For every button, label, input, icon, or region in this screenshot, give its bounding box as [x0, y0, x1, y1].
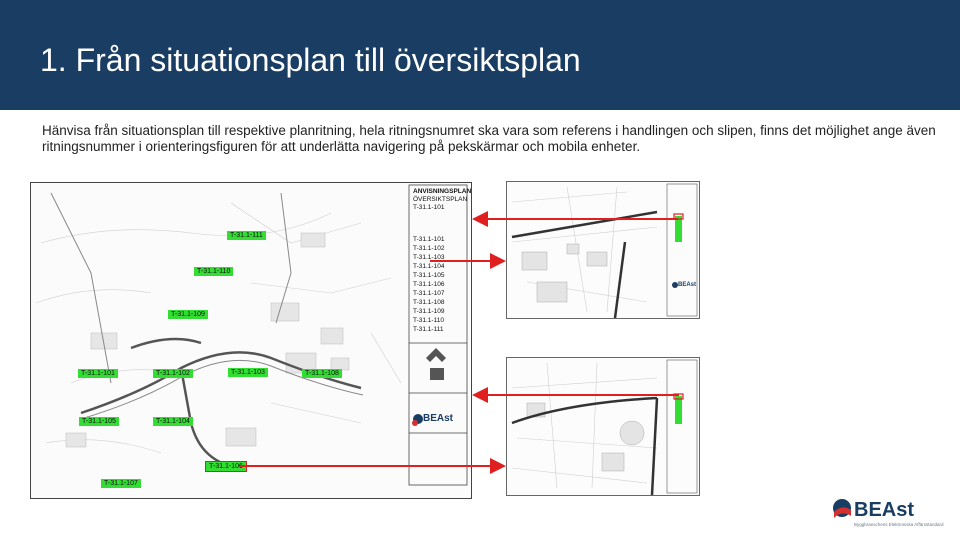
- sheet-list-item[interactable]: T-31.1-106: [413, 281, 445, 288]
- sheet-tag[interactable]: T-31.1-107: [101, 479, 141, 488]
- sheet-list-item[interactable]: T-31.1-101: [413, 236, 445, 243]
- sheet-tag[interactable]: T-31.1-109: [168, 310, 208, 319]
- sheet-list-item[interactable]: T-31.1-110: [413, 317, 444, 324]
- sheet-tag[interactable]: T-31.1-108: [302, 369, 342, 378]
- intro-text: Hänvisa från situationsplan till respektive planritning, hela ritningsnumret ska vara som referens i handlingen och slipen, finns det möjlighet ange även ritningsnummer i orienteringsfiguren för att underlätta navigering på pekskärmar och mobila enheter.: [42, 123, 936, 154]
- detail-top-company: BEAst: [678, 282, 697, 288]
- sheet-list-item[interactable]: T-31.1-108: [413, 299, 445, 306]
- sheet-tag[interactable]: T-31.1-102: [153, 369, 193, 378]
- sheet-tag[interactable]: T-31.1-101: [78, 369, 118, 378]
- beast-logo-mark: [832, 498, 852, 524]
- title-block-line: ANVISNINGSPLAN: [413, 188, 472, 195]
- title-block-line: T-31.1-101: [413, 204, 445, 211]
- sheet-list-item[interactable]: T-31.1-109: [413, 308, 445, 315]
- sheet-tag[interactable]: T-31.1-110: [194, 267, 233, 276]
- title-block-company: BEAst: [423, 413, 454, 424]
- sheet-tag[interactable]: T-31.1-105: [79, 417, 119, 426]
- beast-logo: [832, 498, 942, 532]
- sheet-tag-highlighted[interactable]: T-31.1-106: [206, 462, 246, 471]
- sheet-list-item[interactable]: T-31.1-105: [413, 272, 445, 279]
- sheet-tag[interactable]: T-31.1-104: [153, 417, 193, 426]
- logo-text: BEAst: [854, 499, 915, 521]
- sheet-list-item[interactable]: T-31.1-107: [413, 290, 445, 297]
- sheet-list-item[interactable]: T-31.1-103: [413, 254, 445, 261]
- sheet-tag[interactable]: T-31.1-111: [227, 231, 266, 240]
- sheet-list-item[interactable]: T-31.1-111: [413, 326, 444, 333]
- sheet-list-item[interactable]: T-31.1-102: [413, 245, 445, 252]
- sheet-list-item[interactable]: T-31.1-104: [413, 263, 445, 270]
- logo-subtitle: Byggbranschens Elektroniska Affärsstandard: [854, 522, 944, 527]
- sheet-tag[interactable]: T-31.1-103: [228, 368, 268, 377]
- title-block-line: ÖVERSIKTSPLAN: [413, 196, 468, 203]
- slide-title: 1. Från situationsplan till översiktsplan: [40, 42, 581, 78]
